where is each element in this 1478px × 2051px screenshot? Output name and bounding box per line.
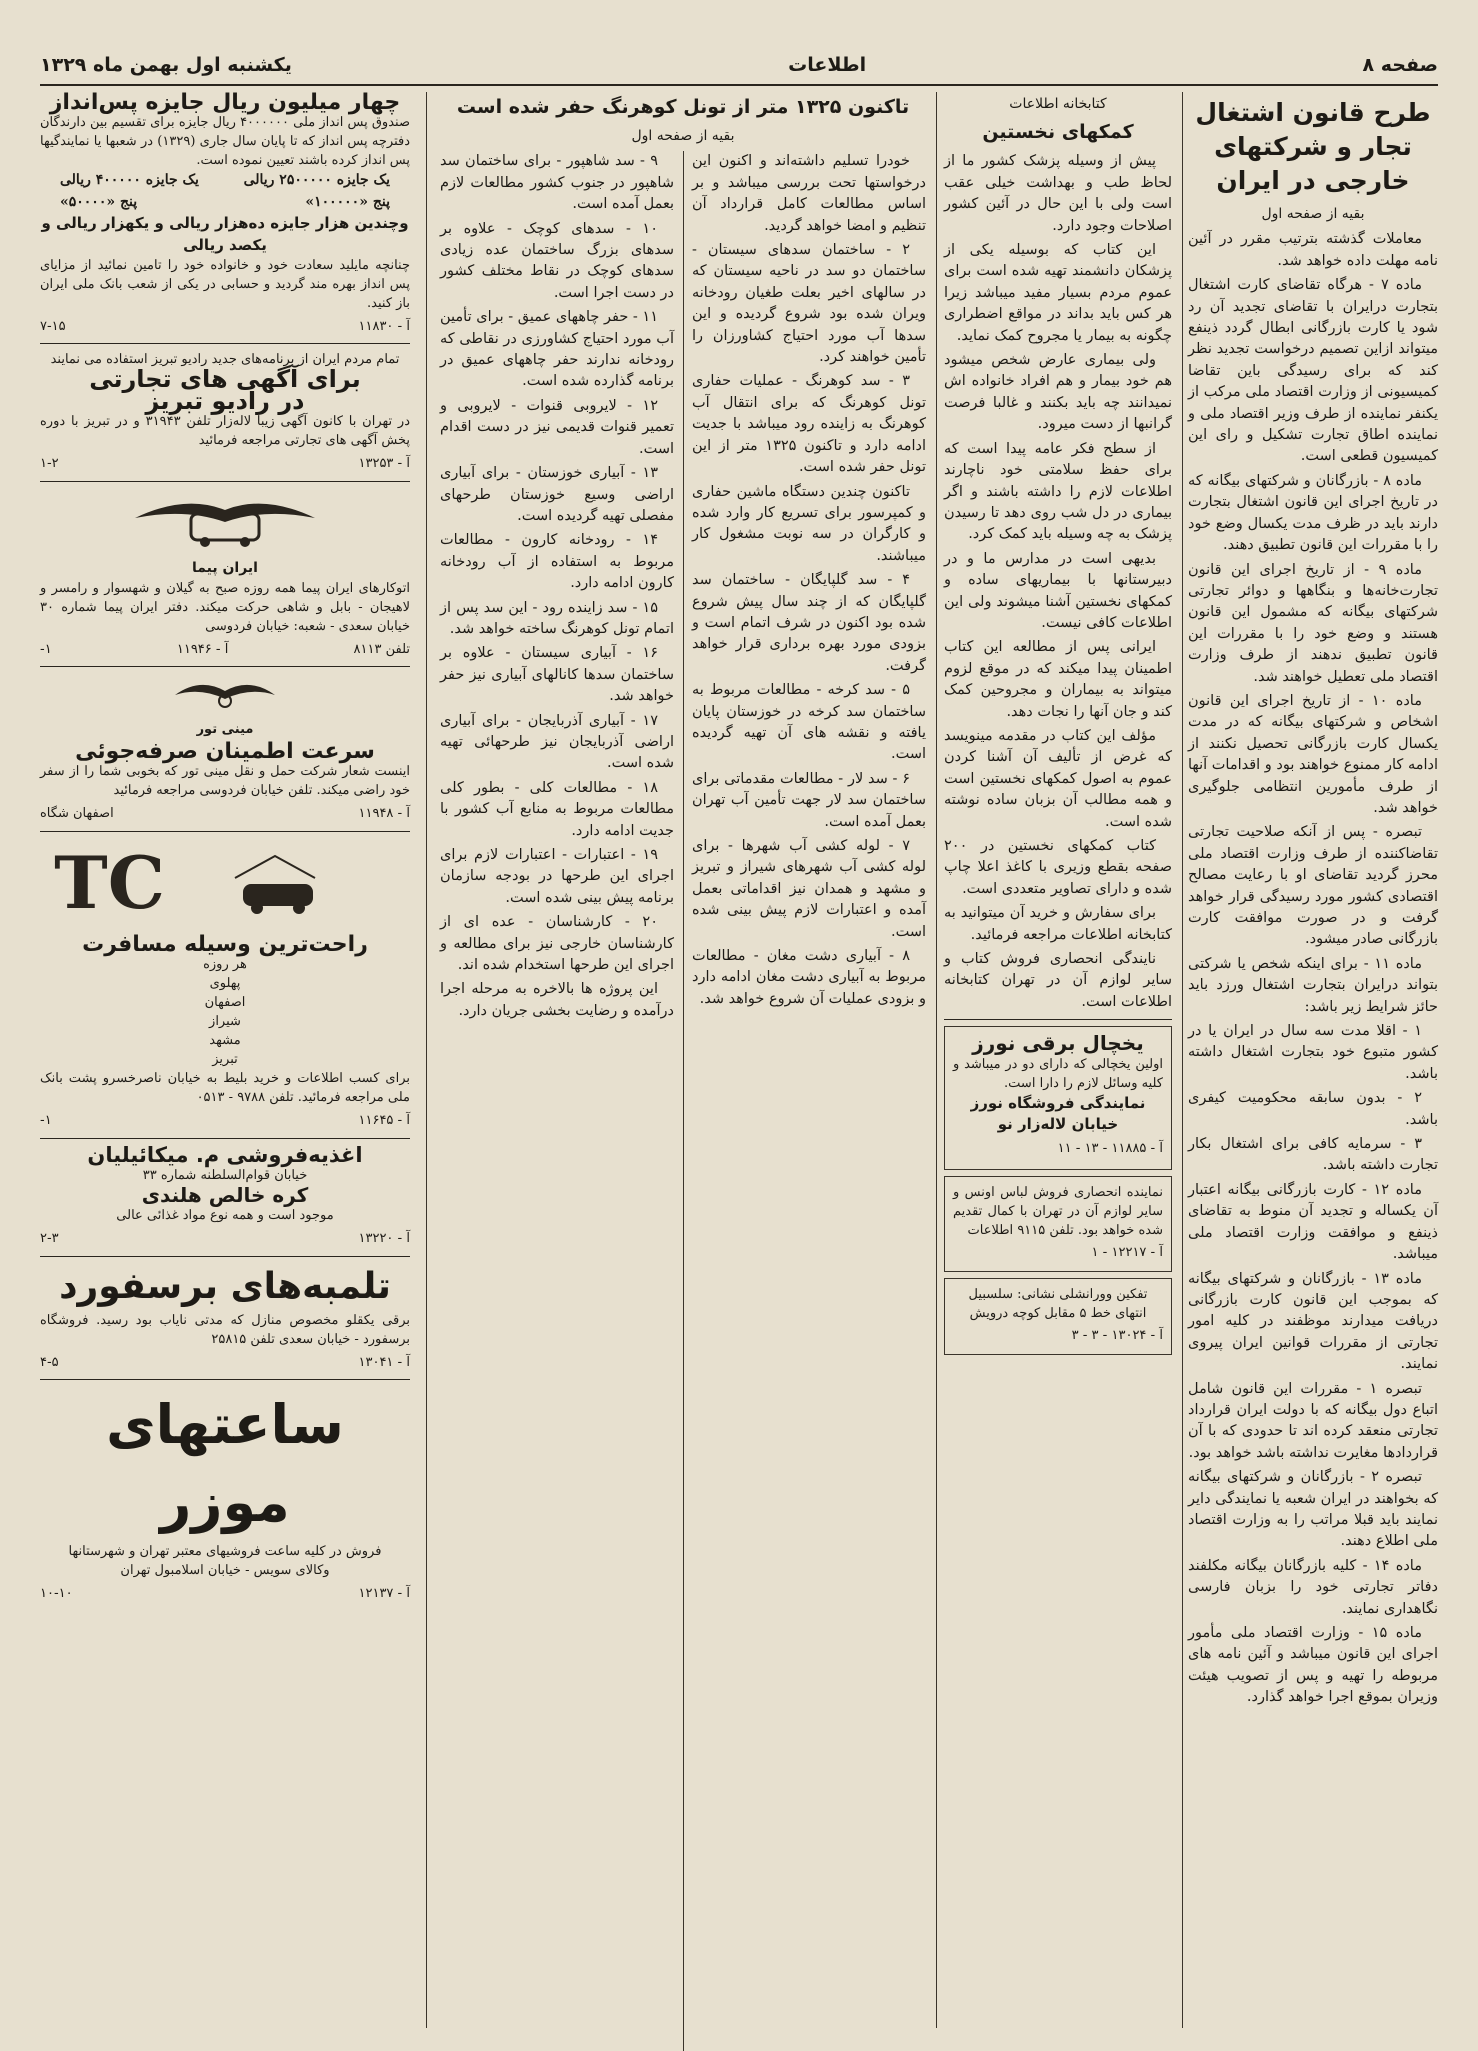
- ad-code: آ - ۱۲۱۳۷ ۱۰-۱۰: [40, 1586, 410, 1602]
- ad-title: ساعتهای موزر: [106, 1393, 344, 1535]
- paragraph: از سطح فکر عامه پیدا است که برای حفظ سلامتی خود ناچارند اطلاعات لازم را داشته باشند و اگر بیماری در دل شب روی دهد تا رسیدن پزشک به چه وسیله باید کمک کرد.: [944, 440, 1172, 543]
- ad-address: [944, 1278, 1172, 1355]
- ad-code: آ - ۱۱۸۳۰ ۷-۱۵: [40, 319, 410, 335]
- paragraph: تبصره - پس از آنکه صلاحیت تجارتی تقاضاکننده از طرف وزارت اقتصاد ملی محرز گردید تقاضای او با رعایت مصالح اقتصادی کشور مورد رسیدگی قرار خواهد گرفت و در صورت موافقت کارت بازرگانی صادر میشود.: [1188, 824, 1438, 948]
- paragraph: ۱۰ - سدهای کوچک - علاوه بر سدهای بزرگ ساختمان عده زیادی سدهای کوچک در نقاط مختلف کشور در دست اجرا است.: [440, 220, 674, 301]
- ad-code: آ - ۱۳۰۲۴ - ۳ - ۳: [1071, 1327, 1163, 1343]
- article-title: کمکهای نخستین: [982, 121, 1134, 144]
- ad-code: آ - ۱۱۹۴۸ اصفهان شگاه: [40, 806, 410, 822]
- ad-mozer-watches: [40, 1386, 410, 1604]
- destination-line: اصفهان: [204, 995, 246, 1011]
- ad-logo-text: ایران پیما: [191, 559, 258, 576]
- paragraph: ماده ۸ - بازرگانان و شرکتهای بیگانه که در تاریخ اجرای این قانون اشتغال بتجارت دارند باید در ظرف مدت یکسال وضع خود را با مقررات این قانون تطبیق دهند.: [1188, 472, 1438, 554]
- article-foreign-merchants: [1188, 92, 1438, 2028]
- ad-radio-tabriz: [40, 350, 410, 474]
- destination-line: شیراز: [209, 1014, 241, 1030]
- ad-savings-lottery: [40, 92, 410, 337]
- ad-code: آ - ۱۱۶۴۵ ۱-: [40, 1113, 410, 1129]
- paragraph: ۵ - سد کرخه - مطالعات مربوط به ساختمان سد کرخه در خوزستان پایان یافته و نقشه های آن تهیه گردیده است.: [692, 682, 926, 763]
- destination-line: هر روزه: [203, 957, 247, 973]
- paragraph: ۱۹ - اعتبارات - اعتبارات لازم برای اجرای این طرحها در بودجه سازمان برنامه پیش بینی شده است.: [440, 847, 674, 906]
- article-body: [1188, 229, 1438, 1708]
- ad-text: موجود است و همه نوع مواد غذائی عالی: [116, 1208, 334, 1224]
- article-koohrang-tunnel: [440, 92, 926, 2028]
- paragraph: ماده ۱۴ - کلیه بازرگانان بیگانه مکلفند دفاتر تجارتی خود را بزبان فارسی نگاهداری نمایند.: [1188, 1557, 1438, 1617]
- ad-code: آ - ۱۳۲۲۰ ۲-۳: [40, 1231, 410, 1247]
- divider: [40, 343, 410, 344]
- paragraph: ماده ۹ - از تاریخ اجرای این قانون تجارت‌خانه‌ها و بنگاهها و دوائر تجارتی شرکتهای بیگانه که مشمول این قانون هستند و وضع خود را با مقررات این قانون تطبیق ندهند از طرف وزارت اقتصاد ملی تعطیل خواهند شد.: [1188, 561, 1438, 685]
- page-header: [40, 50, 1438, 80]
- paragraph: ۱۵ - سد زاینده رود - این سد پس از اتمام تونل کوهرنگ ساخته خواهد شد.: [440, 599, 674, 637]
- paragraph: ایرانی پس از مطالعه این کتاب اطمینان پیدا میکند که در موقع لزوم میتواند به بیماران و مجروحین کمک کند و جان آنها را نجات دهد.: [944, 639, 1172, 720]
- article-body: [440, 151, 926, 2051]
- destination-line: تبریز: [212, 1052, 238, 1068]
- ad-text: نماینده انحصاری فروش لباس اونس و سایر لوازم آن در تهران با کمال تقدیم شده خواهد بود. تلفن ۹۱۱۵ اطلاعات: [953, 1184, 1163, 1238]
- paragraph: ۱۶ - آبیاری سیستان - علاوه بر ساختمان سدها کانالهای آبیاری نیز حفر خواهد شد.: [440, 645, 674, 705]
- paragraph: کتاب کمکهای نخستین در ۲۰۰ صفحه بقطع وزیری با کاغذ اعلا چاپ شده و دارای تصاویر متعددی است.: [944, 838, 1172, 897]
- paragraph: معاملات گذشته بترتیب مقرر در آئین نامه مهلت داده خواهد شد.: [1188, 231, 1438, 269]
- article-body: [944, 151, 1172, 1013]
- ad-grocery: [40, 1142, 410, 1250]
- ad-title: یخچال برقی نورز: [972, 1031, 1144, 1056]
- paragraph: ۱۲ - لایروبی قنوات - لایروبی و تعمیر قنوات قدیمی نیز در دست اقدام است.: [440, 397, 674, 457]
- paragraph: پیش از وسیله‌ پزشک کشور ما از لحاظ طب و بهداشت خیلی عقب است ولی با این حال در آئین کشور اصلاحات وجود دارد.: [944, 153, 1172, 234]
- ad-subtitle: وچندین هزار جایزه ده‌هزار ریالی و یکهزار ریالی و یکصد ریالی: [41, 214, 409, 254]
- paragraph: ۳ - سرمایه کافی برای اشتغال بکار تجارت داشته باشد.: [1188, 1136, 1438, 1174]
- ad-destinations: [40, 955, 410, 1069]
- ad-text: اتوکارهای ایران پیما همه روزه صبح به گیلان و شهسوار و رامسر و لاهیجان - بابل و شاهی حرکت میکند. دفتر ایران پیما شماره ۳۰ خیابان سعدی - شعبه: خیابان فردوسی: [40, 581, 410, 635]
- prize-row: یک جایزه ۲۵۰۰۰۰۰ ریالی یک جایزه ۴۰۰۰۰۰ ریالی: [60, 172, 390, 189]
- ad-clothing: [944, 1176, 1172, 1272]
- ad-top: تمام مردم ایران از برنامه‌های جدید رادیو تبریز استفاده می نمایند: [50, 352, 400, 368]
- page-number: صفحه ۸: [1362, 54, 1438, 76]
- ad-text: برای کسب اطلاعات و خرید بلیط به خیابان ناصرخسرو پشت بانک ملی مراجعه فرمائید. تلفن ۹۷۸۸ - ۰۵۱۳: [40, 1071, 410, 1106]
- paragraph: تبصره ۲ - بازرگانان و شرکتهای بیگانه که بخواهند در ایران شعبه یا نمایندگی دایر نمایند باید قبلا مراتب را به وزارت اقتصاد ملی اطلاع دهند.: [1188, 1469, 1438, 1550]
- ad-address: خیابان قوام‌السلطنه شماره ۳۳: [142, 1167, 308, 1183]
- paragraph: این کتاب که بوسیله یکی از پزشکان دانشمند تهیه شده است برای عموم مردم بسیار مفید میباشد زیرا هر کس باید بداند در مواقع اضطراری چگونه به بیمار یا مجروح کمک نماید.: [944, 242, 1172, 344]
- ads-column: [40, 92, 410, 2028]
- article-continued: بقیه از صفحه اول: [1261, 206, 1365, 222]
- header-rule: [40, 84, 1438, 86]
- ad-code: تلفن ۸۱۱۳ آ - ۱۱۹۴۶ ۱-: [40, 642, 410, 658]
- ad-code: آ - ۱۲۲۱۷ - ۱: [1091, 1244, 1163, 1260]
- paragraph: ماده ۱۰ - از تاریخ اجرای این قانون اشخاص و شرکتهای بیگانه که در مدت یکسال کارت بازرگانی تحصیل نکنند از ادامه کار ممنوع خواهند بود و اقدامات آنها از طرف مأمورین انتظامی جلوگیری خواهد شد.: [1187, 692, 1438, 816]
- paragraph: ماده ۱۵ - وزارت اقتصاد ملی مأمور اجرای این قانون میباشد و آئین نامه های مربوطه را تهیه و پس از تصویب هیئت وزیران بموقع اجرا خواهد گذارد.: [1188, 1625, 1438, 1706]
- paragraph: ۸ - آبیاری دشت مغان - مطالعات مربوط به آبیاری دشت مغان ادامه دارد و بزودی عملیات آن شروع خواهد شد.: [692, 948, 926, 1007]
- issue-date: یکشنبه اول بهمن ماه ۱۳۲۹: [40, 54, 292, 76]
- paragraph: تاکنون چندین دستگاه ماشین حفاری و کمپرسور برای تسریع کار وارد شده و کارگران در سه نوبت مشغول کار میباشند.: [692, 483, 926, 564]
- ad-text: در تهران با کانون آگهی زیبا لاله‌زار تلفن ۳۱۹۴۳ و در تبریز با دوره پخش آگهی های تجارتی مراجعه فرمائید: [40, 414, 411, 449]
- divider: [40, 1138, 410, 1139]
- ad-title: چهار میلیون ریال جایزه پس‌انداز: [49, 90, 401, 115]
- ad-code: آ - ۱۱۸۸۵ - ۱۳ - ۱۱: [1057, 1141, 1163, 1157]
- column-divider: [936, 92, 937, 2028]
- paragraph: ماده ۱۳ - بازرگانان و شرکتهای بیگانه که بموجب این قانون کارت بازرگانی دریافت میدارند موظفند در کلیه امور تجارتی از مقررات قوانین ایران پیروی نمایند.: [1188, 1270, 1438, 1373]
- ad-text: فروش در کلیه ساعت فروشیهای معتبر تهران و شهرستانها: [68, 1544, 382, 1560]
- paragraph: ۶ - سد لار - مطالعات مقدماتی برای ساختمان سد لار جهت تأمین آب تهران بعمل آمده است.: [692, 770, 926, 830]
- destination-line: پهلوی: [209, 976, 241, 992]
- paragraph: نایندگی انحصاری فروش کتاب و سایر لوازم آن در تهران کتابخانه اطلاعات است.: [944, 951, 1172, 1010]
- paragraph: ۳ - سد کوهرنگ - عملیات حفاری تونل کوهرنگ که برای انتقال آب کوهرنگ به زاینده رود میباشد با جدیت ادامه دارد و تاکنون ۱۳۲۵ متر از این تونل حفر شده است.: [692, 373, 927, 476]
- paragraph: ۲ - ساختمان سدهای سیستان - ساختمان دو سد در ناحیه سیستان که در سالهای اخیر بعلت طغیان رودخانه ویران شده بود شروع گردیده و این سدها آب مورد احتیاج کشاورزان را تأمین خواهند کرد.: [692, 242, 926, 366]
- paragraph: خودرا تسلیم داشته‌اند و اکنون این درخواستها تحت بررسی میباشد و بر اساس مطالعات کامل قرارداد آن تنظیم و امضا خواهد گردید.: [692, 153, 926, 234]
- paragraph: ولی بیماری عارض شخص میشود هم خود بیمار و هم افراد خانواده اش نمیدانند چه باید بکنند و غالبا فرصت گرانبها از دست میرود.: [944, 352, 1172, 433]
- paragraph: ۱۴ - رودخانه کارون - مطالعات مربوط به استفاده از آب رودخانه کارون ادامه دارد.: [440, 532, 674, 592]
- article-first-aid: [944, 92, 1172, 2028]
- ad-agent: وکالای سویس - خیابان اسلامبول تهران: [120, 1563, 330, 1579]
- paragraph: برای سفارش و خرید آن میتوانید به کتابخانه اطلاعات مراجعه فرمائید.: [944, 905, 1172, 943]
- ad-slogan: سرعت اطمینان صرفه‌جوئی: [75, 738, 375, 764]
- divider: [40, 666, 410, 667]
- paragraph: ۱۱ - حفر چاههای عمیق - برای تأمین آب مورد احتیاج کشاورزی در نقاطی که رودخانه ندارند حفر چاههای عمیق در برنامه گذارده شده است.: [440, 309, 674, 390]
- paragraph: ماده ۱۲ - کارت بازرگانی بیگانه اعتبار آن یکساله و تجدید آن منوط به تقاضای ذینفع و موافقت وزارت اقتصاد ملی میباشد.: [1188, 1181, 1438, 1263]
- ad-note: چنانچه مایلید سعادت خود و خانواده خود را تامین نمائید از مزایای پس انداز بهره مند گردید و حسابی در یکی از شعب بانک ملی ایران باز کنید.: [40, 258, 410, 312]
- paper-name: اطلاعات: [788, 54, 867, 76]
- ad-refrigerator: [944, 1026, 1172, 1170]
- paragraph: ۲۰ - کارشناسان - عده ای از کارشناسان خارجی نیز برای مطالعه و اجرای این طرحها استخدام شده اند.: [440, 914, 674, 974]
- bus-emblem-icon: [125, 488, 325, 552]
- paragraph: ۱۸ - مطالعات کلی - بطور کلی مطالعات مربوط به منابع آب کشور با جدیت ادامه دارد.: [440, 779, 674, 839]
- column-divider: [1182, 92, 1183, 2028]
- ad-text: برقی یکقلو مخصوص منازل که مدتی نایاب بود رسید. فروشگاه برسفورد - خیابان سعدی تلفن ۲۵۸۱۵: [40, 1312, 410, 1347]
- ad-text: صندوق پس انداز ملی ۴۰۰۰۰۰۰ ریال جایزه برای تقسیم بین دارندگان دفترچه پس انداز که تا پایان سال جاری (۱۳۲۹) در شعبها یا نمایندگیها پس انداز کرده باشند تعیین نموده است.: [40, 115, 410, 169]
- prize-row: پنج «۱۰۰۰۰۰» پنج «۵۰۰۰۰»: [60, 193, 390, 210]
- ad-product: کره خالص هلندی: [141, 1182, 309, 1207]
- ad-title: اغذیه‌فروشی م. میکائیلیان: [87, 1142, 363, 1167]
- ad-text: اولین یخچالی که دارای دو در میباشد و کلیه وسائل لازم را دارا است.: [953, 1056, 1163, 1091]
- ad-iran-peyma: [40, 488, 410, 661]
- ad-title: تلمبه‌های برسفورد: [59, 1265, 391, 1307]
- article-kicker: کتابخانه اطلاعات: [1009, 96, 1107, 112]
- ad-title: راحت‌ترین وسیله مسافرت: [82, 931, 368, 957]
- paragraph: ۹ - سد شاهپور - برای ساختمان سد شاهپور در جنوب کشور مطالعات لازم بعمل آمده است.: [440, 153, 674, 213]
- divider: [40, 481, 410, 482]
- svg-text:TC: TC: [54, 839, 165, 925]
- paragraph: ماده ۷ - هرگاه تقاضای کارت اشتغال بتجارت درایران با تقاضای تجدید آن رد شود یا کارت بازرگانی ابطال گردد ذینفع میتواند ازاین تصمیم درخواست تجدید نظر کند که برای رسیدگی باین تقاضا کمیسیونی از وزارت اقتصاد ملی مرکب از یکنفر نماینده از طرف وزیر اقتصاد ملی و نماینده اطاق تجارت تشکیل و رای این کمیسیون قطعی است.: [1188, 277, 1438, 465]
- ad-title: برای آگهی های تجارتی: [89, 365, 361, 394]
- ad-code: آ - ۱۳۲۵۳ ۱-۲: [40, 456, 410, 472]
- ad-text: تفکین وورانشلی نشانی: سلسبیل انتهای خط ۵ مقابل کوچه درویش: [968, 1286, 1148, 1321]
- article-continued: بقیه از صفحه اول: [631, 128, 735, 144]
- ad-dealer: نمایندگی فروشگاه نورز خیابان لاله‌زار نو: [970, 1093, 1146, 1134]
- ad-minitour: [40, 673, 410, 824]
- ad-text: اینست شعار شرکت حمل و نقل مینی تور که بخوبی شما را از سفر خود راضی میکند. تلفن خیابان فردوسی مراجعه فرمائید: [40, 764, 410, 799]
- paragraph: مؤلف این کتاب در مقدمه مینویسد که غرض از تألیف آن آشنا کردن عموم به اصول کمکهای نخستین است و همه مطالب آن بزبان ساده نوشته شده است.: [944, 727, 1172, 830]
- divider: [40, 1379, 410, 1380]
- paragraph: ۴ - سد گلپایگان - ساختمان سد گلپایگان که از چند سال پیش شروع شده بود اکنون در شرف اتمام است و بزودی مورد بهره برداری قرار خواهد گرفت.: [692, 572, 926, 674]
- ad-pumps: [40, 1263, 410, 1373]
- paragraph: ۷ - لوله کشی آب شهرها - برای لوله کشی آب شهرهای شیراز و تبریز و مشهد و همدان نیز اقداماتی بعمل آمده و اعتبارات لازم پیش بینی شده است.: [692, 838, 926, 940]
- paragraph: این پروژه ها بالاخره به مرحله اجرا درآمده و رضایت بخشی جریان دارد.: [440, 981, 674, 1019]
- divider: [40, 831, 410, 832]
- ad-tc-travel: [40, 838, 410, 1132]
- ad-logo-text: مینی تور: [196, 722, 254, 738]
- paragraph: بدیهی است در مدارس ما و در دبیرستانها با بیماریهای ساده و کمکهای نخستین آشنا میشوند ولی این اطلاعات کافی نیست.: [944, 550, 1172, 631]
- paragraph: ۲ - بدون سابقه محکومیت کیفری باشد.: [1188, 1090, 1438, 1128]
- paragraph: تبصره ۱ - مقررات این قانون شامل اتباع دول بیگانه که با دولت ایران قرارداد تجارتی منعقد کرده اند تا حدودی که با آن قراردادها مغایرت نداشته باشد خواهد بود.: [1188, 1380, 1438, 1461]
- ad-subtitle: در رادیو تبریز: [145, 386, 305, 415]
- divider: [944, 1019, 1172, 1020]
- paragraph: ۱۷ - آبیاری آذربایجان - برای آبیاری اراضی آذربایجان نیز طرحهائی تهیه شده است.: [440, 712, 674, 772]
- column-divider: [426, 92, 427, 2028]
- destination-line: مشهد: [209, 1033, 241, 1049]
- divider: [40, 1256, 410, 1257]
- paragraph: ۱۳ - آبیاری خوزستان - برای آبیاری اراضی وسیع خوزستان طرحهای مفصلی تهیه گردیده است.: [440, 465, 674, 524]
- paragraph: ۱ - اقلا مدت سه سال در ایران یا در کشور متبوع خود بتجارت اشتغال داشته باشد.: [1188, 1023, 1438, 1082]
- winged-emblem-icon: [170, 673, 280, 713]
- article-title: تاکنون ۱۳۲۵ متر از تونل کوهرنگ حفر شده است: [456, 96, 910, 118]
- paragraph: ماده ۱۱ - برای اینکه شخص یا شرکتی بتواند درایران بتجارت اشتغال ورزد باید حائز شرایط زیر باشد:: [1188, 955, 1438, 1015]
- car-logo-icon: [54, 838, 325, 928]
- ad-code: آ - ۱۳۰۴۱ ۴-۵: [40, 1354, 410, 1370]
- article-title: طرح قانون اشتغال تجار و شرکتهای خارجی در ایران: [1195, 98, 1431, 195]
